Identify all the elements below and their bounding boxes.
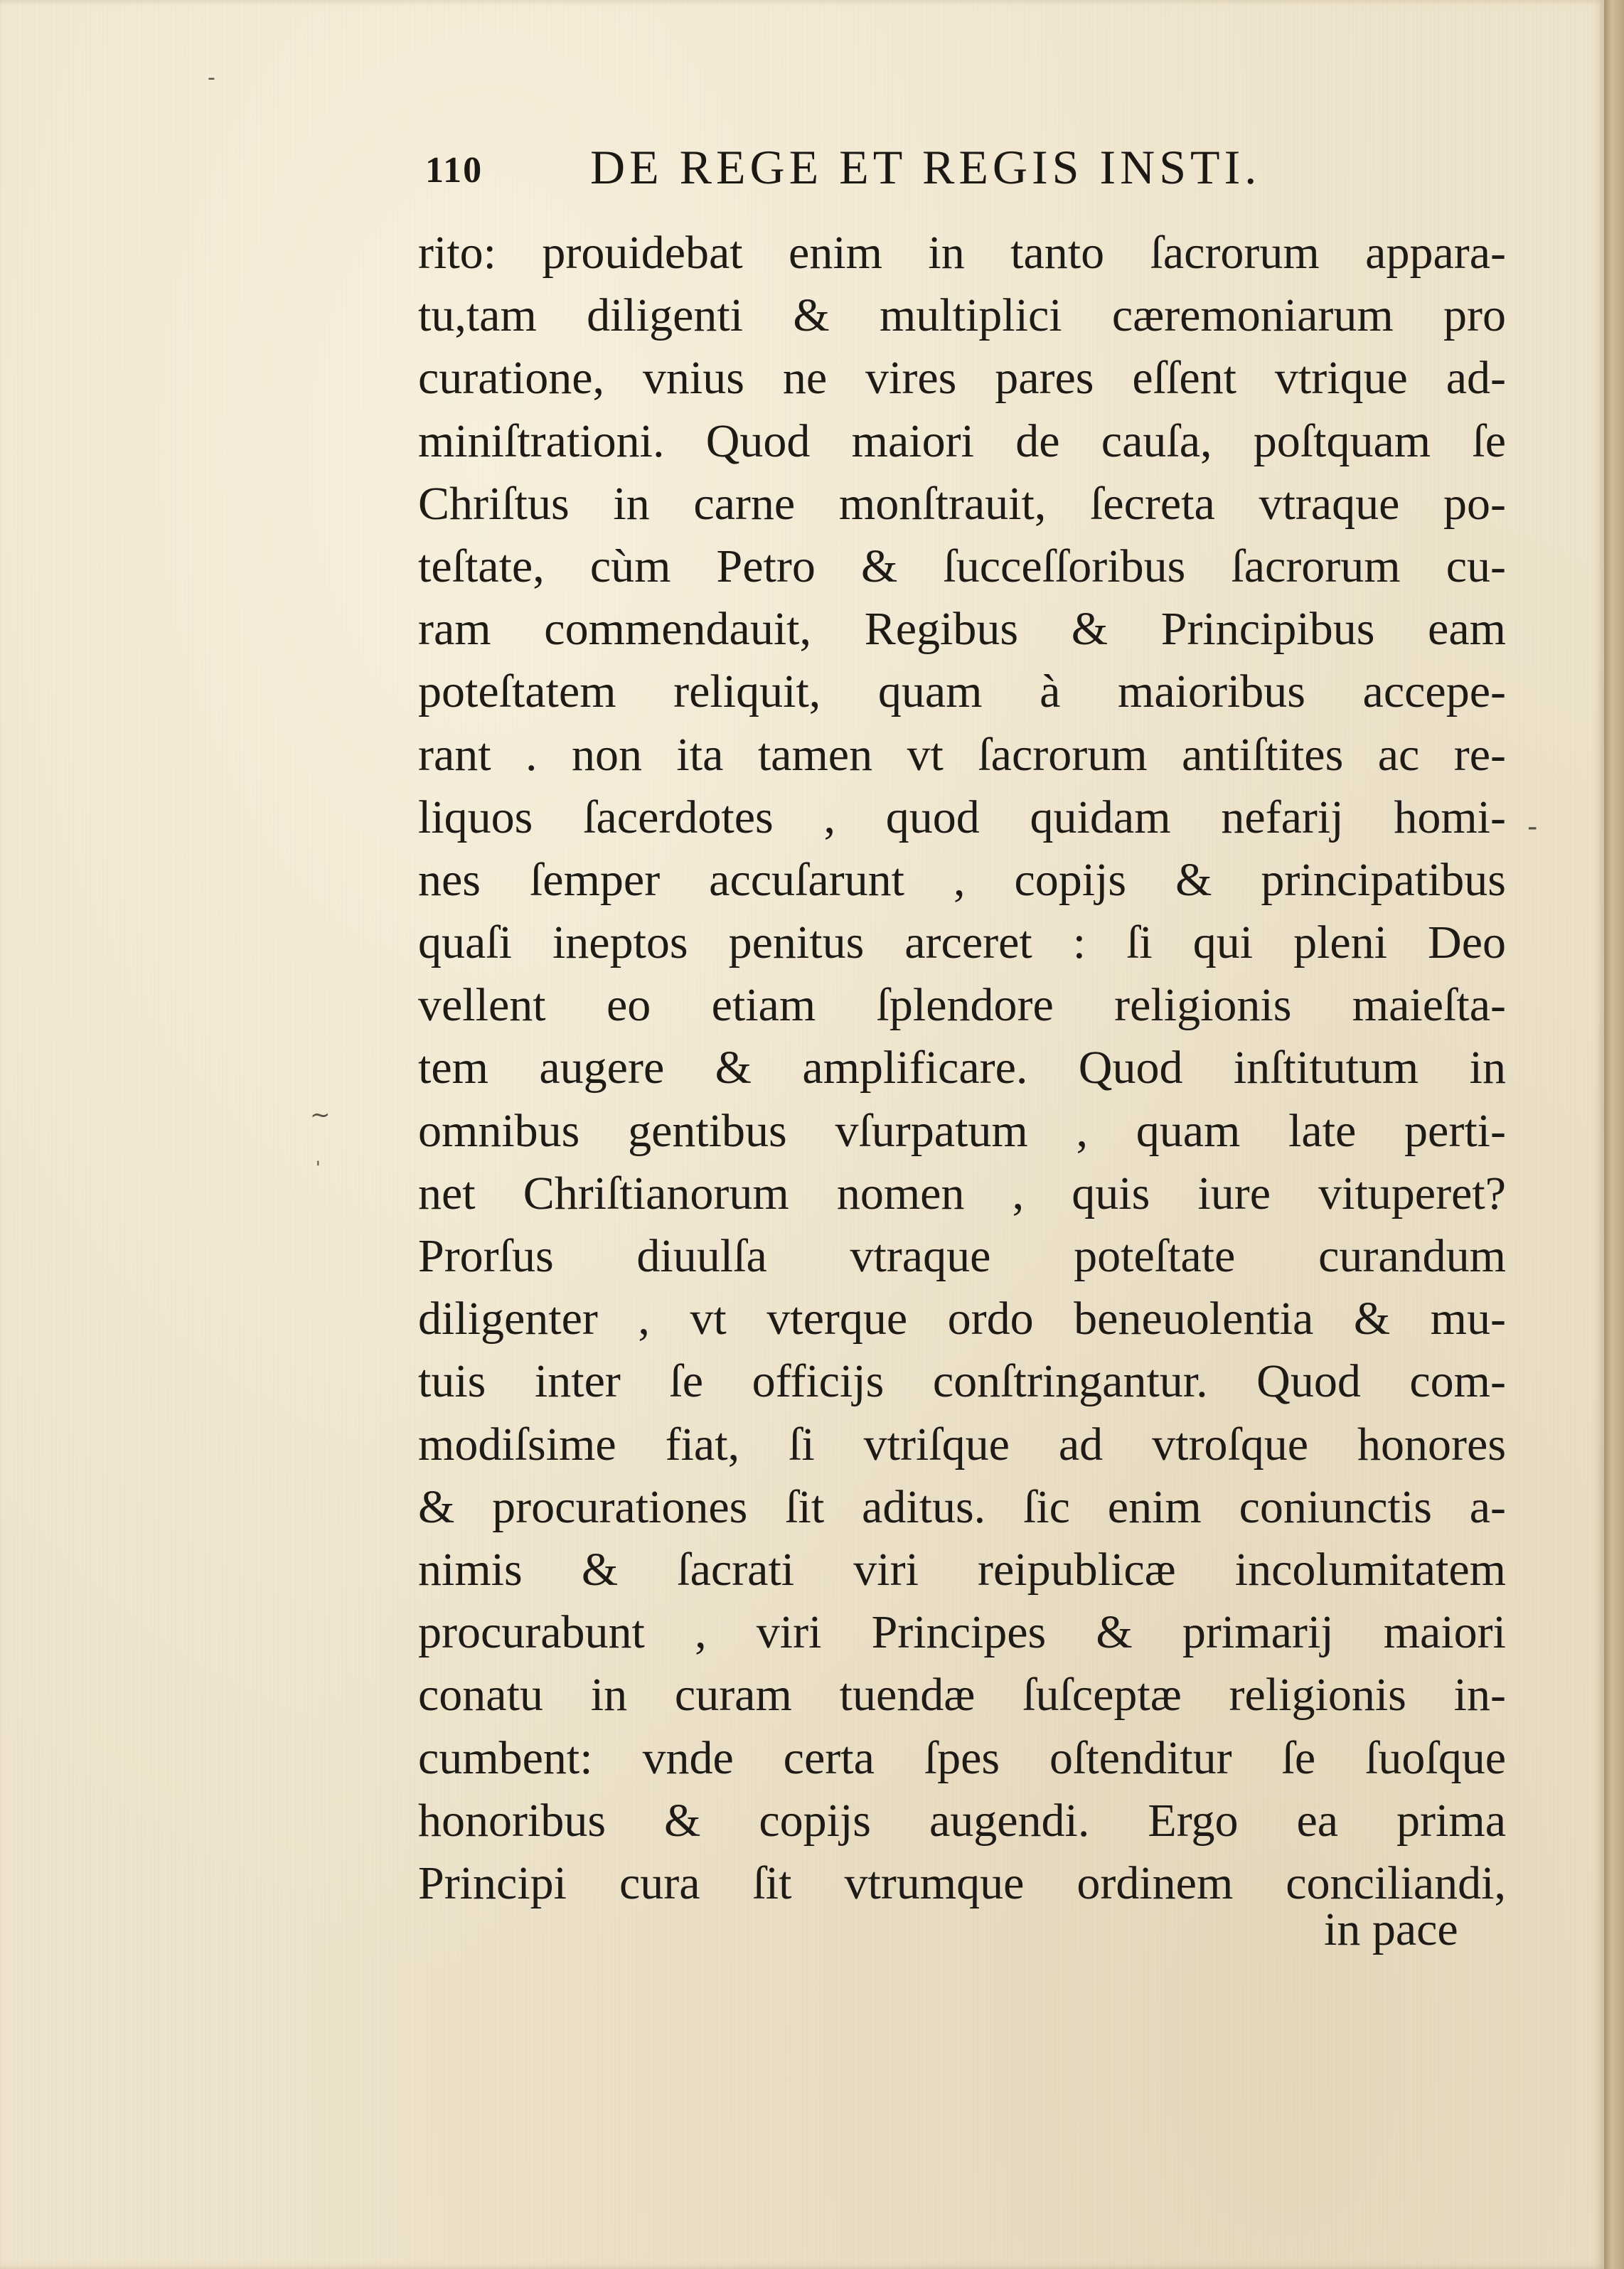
page-number: 110: [425, 150, 484, 191]
text-line: nes ſemper accuſarunt , copijs & principatibus: [418, 853, 1506, 906]
text-line: Prorſus diuulſa vtraque poteſtate curandum: [418, 1230, 1506, 1282]
text-line: omnibus gentibus vſurpatum , quam late perti-: [418, 1104, 1506, 1157]
text-line: ram commendauit, Regibus & Principibus eam: [418, 603, 1506, 656]
running-head: [425, 139, 1506, 208]
text-line: modiſsime fiat, ſi vtriſque ad vtroſque honores: [418, 1418, 1506, 1470]
text-line: procurabunt , viri Principes & primarij maiori: [418, 1606, 1506, 1659]
text-line: rito: prouidebat enim in tanto ſacrorum appara-: [418, 227, 1506, 279]
text-line: cumbent: vnde certa ſpes oſtenditur ſe ſuoſque: [418, 1731, 1506, 1784]
margin-speck: -: [1527, 811, 1538, 843]
text-line: nimis & ſacrati viri reipublicæ incolumitatem: [418, 1543, 1506, 1596]
text-line: honoribus & copijs augendi. Ergo ea prima: [418, 1794, 1506, 1847]
text-line: tem augere & amplificare. Quod inſtitutum in: [418, 1042, 1506, 1094]
text-line: teſtate, cùm Petro & ſucceſſoribus ſacrorum cu-: [418, 540, 1506, 592]
margin-speck: ~: [310, 1101, 331, 1129]
text-line: vellent eo etiam ſplendore religionis maieſta-: [418, 979, 1506, 1032]
text-line: net Chriſtianorum nomen , quis iure vituperet?: [418, 1167, 1506, 1219]
margin-speck: -: [208, 65, 215, 90]
text-line: rant . non ita tamen vt ſacrorum antiſtites ac re-: [418, 728, 1506, 781]
text-line: diligenter , vt vterque ordo beneuolentia & mu-: [418, 1293, 1506, 1345]
running-title: DE REGE ET REGIS INSTI.: [590, 140, 1261, 194]
catchword: in pace: [1324, 1904, 1458, 1955]
margin-speck: ': [316, 1158, 321, 1178]
text-line: liquos ſacerdotes , quod quidam nefarij homi-: [418, 791, 1506, 843]
text-line: poteſtatem reliquit, quam à maioribus accepe-: [418, 666, 1506, 718]
text-line: Principi cura ſit vtrumque ordinem conciliandi,: [418, 1857, 1506, 1909]
body-text: [418, 222, 1506, 1915]
text-line: tuis inter ſe officijs conſtringantur. Quod com-: [418, 1355, 1506, 1408]
text-line: Chriſtus in carne monſtrauit, ſecreta vtraque po-: [418, 477, 1506, 530]
text-line: tu,tam diligenti & multiplici cæremoniarum pro: [418, 289, 1506, 342]
page-edge: [1604, 0, 1624, 2269]
text-line: quaſi ineptos penitus arceret : ſi qui pleni Deo: [418, 917, 1506, 969]
text-line: conatu in curam tuendæ ſuſceptæ religionis in-: [418, 1669, 1506, 1721]
text-line: curatione, vnius ne vires pares eſſent vtrique ad-: [418, 352, 1506, 405]
text-line: miniſtrationi. Quod maiori de cauſa, poſtquam ſe: [418, 415, 1506, 467]
text-line: & procurationes ſit aditus. ſic enim coniunctis a-: [418, 1480, 1506, 1533]
